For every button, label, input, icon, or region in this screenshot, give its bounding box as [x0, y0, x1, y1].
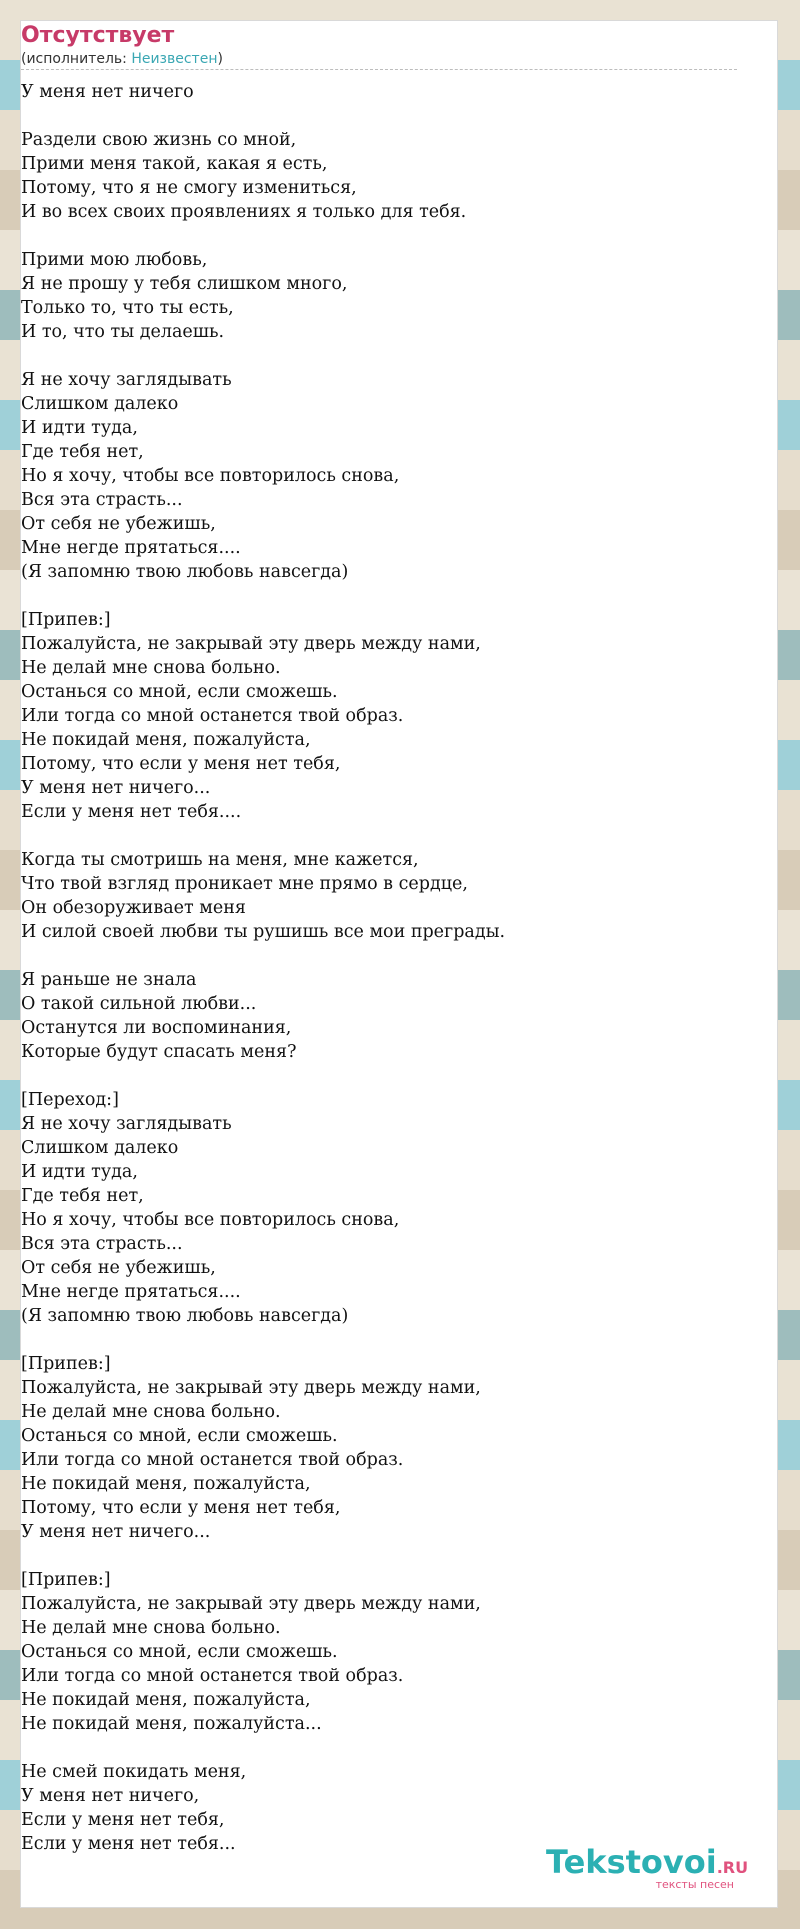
- lyric-line: Пожалуйста, не закрывай эту дверь между нами,: [21, 1378, 481, 1398]
- lyric-line: Я не прошу у тебя слишком много,: [21, 274, 348, 294]
- artist-suffix: ): [217, 51, 223, 67]
- lyric-line: Не покидай меня, пожалуйста,: [21, 1474, 311, 1494]
- lyric-line: И то, что ты делаешь.: [21, 322, 225, 342]
- lyric-line: Что твой взгляд проникает мне прямо в сердце,: [21, 874, 468, 894]
- lyric-line: Потому, что если у меня нет тебя,: [21, 754, 341, 774]
- lyric-line: Слишком далеко: [21, 1138, 179, 1158]
- lyric-line: Останься со мной, если сможешь.: [21, 682, 338, 702]
- lyric-line: [Припев:]: [21, 610, 111, 630]
- lyric-line: Только то, что ты есть,: [21, 298, 234, 318]
- lyric-line: [Переход:]: [21, 1090, 119, 1110]
- site-logo[interactable]: [546, 1844, 760, 1892]
- stanza-gap: [21, 1064, 737, 1088]
- lyric-line: Но я хочу, чтобы все повторилось снова,: [21, 466, 400, 486]
- lyric-line: Которые будут спасать меня?: [21, 1042, 297, 1062]
- lyric-line: От себя не убежишь,: [21, 514, 216, 534]
- lyric-line: И идти туда,: [21, 418, 138, 438]
- logo-name: Tekstovoi: [546, 1843, 717, 1881]
- stanza-gap: [21, 944, 737, 968]
- lyric-line: Останься со мной, если сможешь.: [21, 1642, 338, 1662]
- lyrics-text: [21, 80, 737, 1856]
- logo-tld: .RU: [716, 1858, 749, 1877]
- lyric-line: Или тогда со мной останется твой образ.: [21, 1450, 404, 1470]
- stanza-gap: [21, 224, 737, 248]
- song-header: [21, 22, 737, 70]
- lyric-line: Мне негде прятаться....: [21, 538, 241, 558]
- lyric-line: Я не хочу заглядывать: [21, 1114, 232, 1134]
- lyric-line: Если у меня нет тебя,: [21, 1810, 225, 1830]
- lyric-line: У меня нет ничего: [21, 82, 194, 102]
- lyric-line: От себя не убежишь,: [21, 1258, 216, 1278]
- lyric-line: Слишком далеко: [21, 394, 179, 414]
- lyric-line: Я раньше не знала: [21, 970, 197, 990]
- lyric-line: Или тогда со мной останется твой образ.: [21, 1666, 404, 1686]
- lyric-line: Останься со мной, если сможешь.: [21, 1426, 338, 1446]
- stanza-gap: [21, 104, 737, 128]
- lyric-line: Я не хочу заглядывать: [21, 370, 232, 390]
- song-title: Отсутствует: [21, 23, 175, 48]
- lyric-line: Не делай мне снова больно.: [21, 1618, 281, 1638]
- lyric-line: Когда ты смотришь на меня, мне кажется,: [21, 850, 419, 870]
- lyric-line: Не делай мне снова больно.: [21, 1402, 281, 1422]
- lyric-line: (Я запомню твою любовь навсегда): [21, 562, 349, 582]
- lyric-line: (Я запомню твою любовь навсегда): [21, 1306, 349, 1326]
- artist-line: [21, 50, 737, 70]
- artist-link[interactable]: Неизвестен: [131, 51, 218, 67]
- lyric-line: Прими меня такой, какая я есть,: [21, 154, 328, 174]
- lyric-line: Прими мою любовь,: [21, 250, 208, 270]
- lyric-line: И идти туда,: [21, 1162, 138, 1182]
- lyric-line: Пожалуйста, не закрывай эту дверь между нами,: [21, 634, 481, 654]
- logo-tagline: тексты песен: [655, 1878, 734, 1891]
- lyric-line: Не покидай меня, пожалуйста,: [21, 1690, 311, 1710]
- lyric-line: Где тебя нет,: [21, 1186, 144, 1206]
- artist-prefix: (исполнитель:: [21, 51, 132, 67]
- lyric-line: О такой сильной любви...: [21, 994, 257, 1014]
- lyric-line: Если у меня нет тебя...: [21, 1834, 236, 1854]
- lyric-line: У меня нет ничего...: [21, 778, 211, 798]
- lyric-line: Останутся ли воспоминания,: [21, 1018, 292, 1038]
- lyric-line: Потому, что я не смогу измениться,: [21, 178, 357, 198]
- lyric-line: Мне негде прятаться....: [21, 1282, 241, 1302]
- lyric-line: Он обезоруживает меня: [21, 898, 246, 918]
- lyric-line: Не смей покидать меня,: [21, 1762, 247, 1782]
- stanza-gap: [21, 1544, 737, 1568]
- lyric-line: Где тебя нет,: [21, 442, 144, 462]
- lyric-line: Вся эта страсть...: [21, 490, 183, 510]
- stanza-gap: [21, 584, 737, 608]
- lyric-line: И силой своей любви ты рушишь все мои преграды.: [21, 922, 506, 942]
- lyric-line: И во всех своих проявлениях я только для тебя.: [21, 202, 467, 222]
- stanza-gap: [21, 344, 737, 368]
- lyric-line: Но я хочу, чтобы все повторилось снова,: [21, 1210, 400, 1230]
- lyric-line: У меня нет ничего,: [21, 1786, 200, 1806]
- lyric-line: [Припев:]: [21, 1570, 111, 1590]
- lyric-line: Потому, что если у меня нет тебя,: [21, 1498, 341, 1518]
- lyric-line: Пожалуйста, не закрывай эту дверь между нами,: [21, 1594, 481, 1614]
- lyric-line: Не делай мне снова больно.: [21, 658, 281, 678]
- stanza-gap: [21, 1736, 737, 1760]
- lyric-line: Вся эта страсть...: [21, 1234, 183, 1254]
- lyric-line: Раздели свою жизнь со мной,: [21, 130, 297, 150]
- lyric-line: Не покидай меня, пожалуйста,: [21, 730, 311, 750]
- lyric-line: Или тогда со мной останется твой образ.: [21, 706, 404, 726]
- lyric-line: Если у меня нет тебя....: [21, 802, 242, 822]
- lyric-line: [Припев:]: [21, 1354, 111, 1374]
- lyric-line: Не покидай меня, пожалуйста...: [21, 1714, 322, 1734]
- lyric-line: У меня нет ничего...: [21, 1522, 211, 1542]
- stanza-gap: [21, 1328, 737, 1352]
- stanza-gap: [21, 824, 737, 848]
